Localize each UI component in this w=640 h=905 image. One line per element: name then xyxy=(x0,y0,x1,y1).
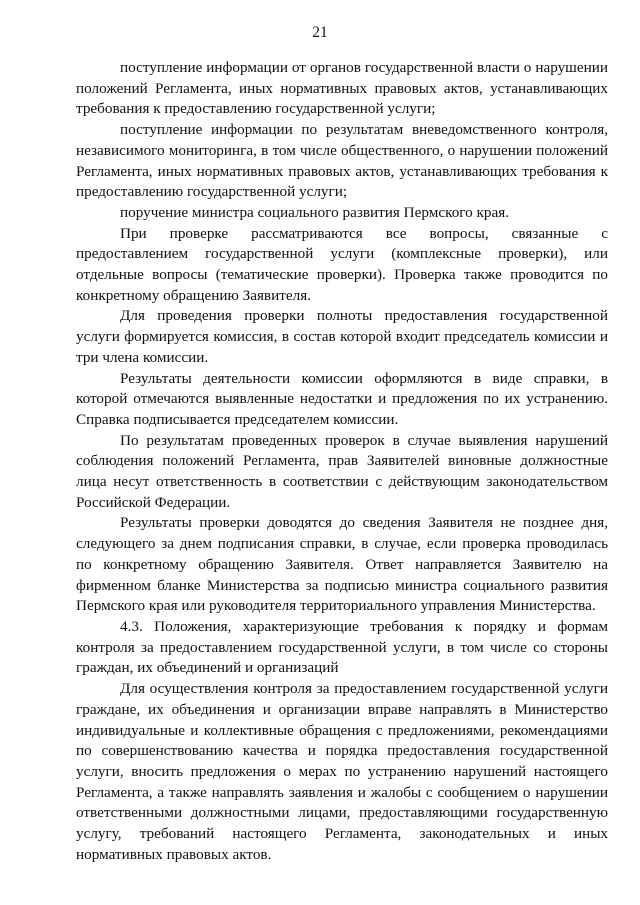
paragraph: Для осуществления контроля за предоставлением государственной услуги граждане, их объединения и организации вправе направлять в Министерство индивидуальные и коллективные обращения с предложениями, рекомендациями по совершенствованию качества и порядка предоставления государственной услуги, вносить предложения о мерах по устранению нарушений настоящего Регламента, а также направлять заявления и жалобы с сообщением о нарушении ответственными должностными лицами, предоставляющими государственную услугу, требований настоящего Регламента, законодательных и иных нормативных правовых актов. xyxy=(76,680,608,863)
paragraph: поручение министра социального развития Пермского края. xyxy=(120,203,510,221)
paragraph: Результаты деятельности комиссии оформляются в виде справки, в которой отмечаются выявленные недостатки и предложения по их устранению. Справка подписывается председателем комиссии. xyxy=(76,369,608,428)
page-number: 21 xyxy=(312,24,328,41)
paragraph: поступление информации по результатам вневедомственного контроля, независимого мониторинга, в том числе общественного, о нарушении положений Регламента, иных нормативных правовых актов, устанавливающих требования к предоставлению государственной услуги; xyxy=(76,121,608,201)
paragraph: По результатам проведенных проверок в случае выявления нарушений соблюдения положений Регламента, прав Заявителей виновные должностные лица несут ответственность в соответствии с действующим законодательством Российской Федерации. xyxy=(76,431,608,511)
paragraph: поступление информации от органов государственной власти о нарушении положений Регламента, иных нормативных правовых актов, устанавливающих требования к предоставлению государственной услуги; xyxy=(76,59,608,118)
paragraph: Результаты проверки доводятся до сведения Заявителя не позднее дня, следующего за днем подписания справки, в случае, если проверка проводилась по конкретному обращению Заявителя. Ответ направляется Заявителю на фирменном бланке Министерства за подписью министра социального развития Пермского края или руководителя территориального управления Министерства. xyxy=(76,514,608,615)
paragraph: Для проведения проверки полноты предоставления государственной услуги формируется комиссия, в состав которой входит председатель комиссии и три члена комиссии. xyxy=(76,307,608,366)
paragraph: При проверке рассматриваются все вопросы, связанные с предоставлением государственной услуги (комплексные проверки), или отдельные вопросы (тематические проверки). Проверка также проводится по конкретному обращению Заявителя. xyxy=(76,224,608,304)
document-body xyxy=(76,58,608,865)
section-heading: 4.3. Положения, характеризующие требования к порядку и формам контроля за предоставлением государственной услуги, в том числе со стороны граждан, их объединений и организаций xyxy=(76,617,608,677)
